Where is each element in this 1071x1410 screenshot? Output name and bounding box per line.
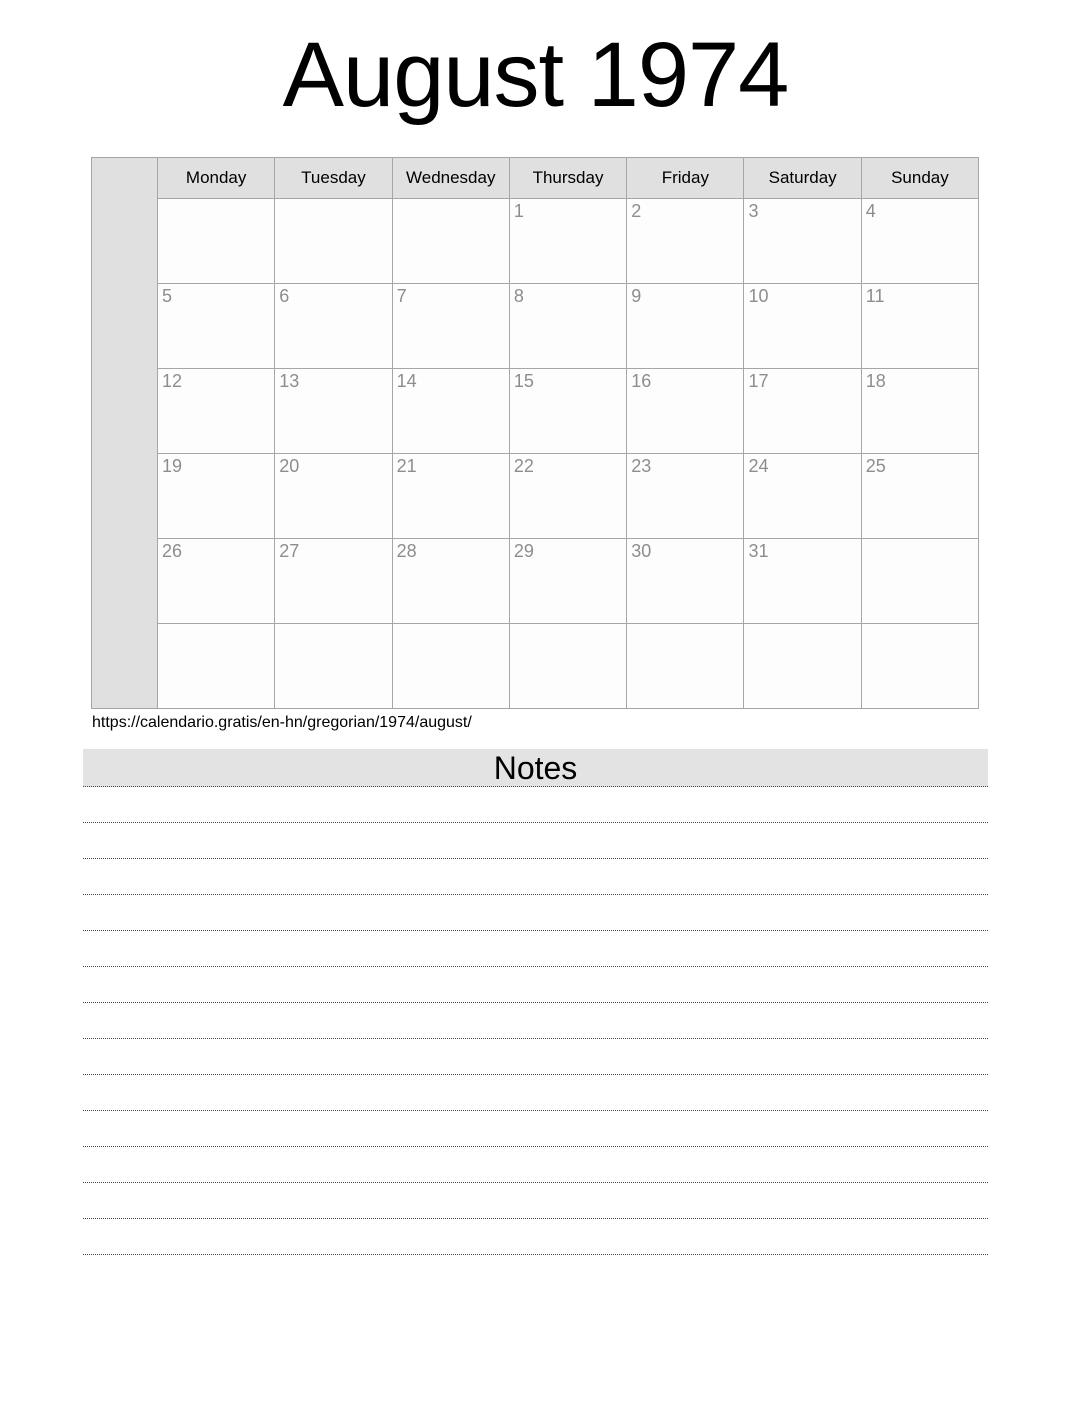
day-header-monday: Monday: [158, 158, 275, 199]
day-cell: 14: [392, 369, 509, 454]
day-cell: 30: [627, 539, 744, 624]
calendar-week-row: [92, 284, 979, 369]
day-cell: [158, 624, 275, 709]
day-cell: 28: [392, 539, 509, 624]
day-cell: 27: [275, 539, 392, 624]
day-cell: 26: [158, 539, 275, 624]
day-cell: [158, 199, 275, 284]
day-cell: 22: [509, 454, 626, 539]
notes-lines-area: [83, 787, 988, 1255]
day-cell: 13: [275, 369, 392, 454]
day-cell: 4: [861, 199, 978, 284]
day-header-saturday: Saturday: [744, 158, 861, 199]
calendar-gutter: [92, 158, 158, 709]
day-cell: 25: [861, 454, 978, 539]
note-line: [83, 967, 988, 1003]
calendar-table: [91, 157, 979, 709]
calendar-week-row: [92, 539, 979, 624]
day-cell: [275, 199, 392, 284]
day-cell: [744, 624, 861, 709]
day-cell: 20: [275, 454, 392, 539]
calendar-week-row: [92, 369, 979, 454]
note-line: [83, 859, 988, 895]
day-cell: 10: [744, 284, 861, 369]
source-url-text: https://calendario.gratis/en-hn/gregorian/1974/august/: [92, 714, 472, 732]
day-header-tuesday: Tuesday: [275, 158, 392, 199]
day-cell: 5: [158, 284, 275, 369]
day-cell: 15: [509, 369, 626, 454]
day-cell: [627, 624, 744, 709]
calendar-week-row: [92, 454, 979, 539]
day-cell: 24: [744, 454, 861, 539]
day-cell: 2: [627, 199, 744, 284]
day-cell: 19: [158, 454, 275, 539]
note-line: [83, 895, 988, 931]
note-line: [83, 1183, 988, 1219]
day-cell: 6: [275, 284, 392, 369]
day-cell: 21: [392, 454, 509, 539]
day-header-thursday: Thursday: [509, 158, 626, 199]
calendar-week-row: [92, 199, 979, 284]
day-cell: 8: [509, 284, 626, 369]
day-cell: [861, 624, 978, 709]
day-header-sunday: Sunday: [861, 158, 978, 199]
day-cell: 31: [744, 539, 861, 624]
note-line: [83, 1039, 988, 1075]
day-cell: 1: [509, 199, 626, 284]
day-cell: 11: [861, 284, 978, 369]
day-cell: 17: [744, 369, 861, 454]
calendar-header-row: [92, 158, 979, 199]
day-cell: [275, 624, 392, 709]
day-cell: 16: [627, 369, 744, 454]
note-line: [83, 787, 988, 823]
day-header-wednesday: Wednesday: [392, 158, 509, 199]
day-cell: 7: [392, 284, 509, 369]
notes-title: Notes: [83, 749, 988, 787]
note-line: [83, 931, 988, 967]
day-cell: 9: [627, 284, 744, 369]
day-cell: 12: [158, 369, 275, 454]
day-cell: 18: [861, 369, 978, 454]
note-line: [83, 1111, 988, 1147]
day-cell: 3: [744, 199, 861, 284]
day-header-friday: Friday: [627, 158, 744, 199]
calendar-week-row: [92, 624, 979, 709]
note-line: [83, 823, 988, 859]
notes-section: [83, 749, 988, 1255]
day-cell: 23: [627, 454, 744, 539]
note-line: [83, 1075, 988, 1111]
day-cell: [509, 624, 626, 709]
note-line: [83, 1219, 988, 1255]
day-cell: [861, 539, 978, 624]
note-line: [83, 1003, 988, 1039]
day-cell: 29: [509, 539, 626, 624]
day-cell: [392, 624, 509, 709]
page-title: August 1974: [282, 24, 789, 126]
day-cell: [392, 199, 509, 284]
note-line: [83, 1147, 988, 1183]
